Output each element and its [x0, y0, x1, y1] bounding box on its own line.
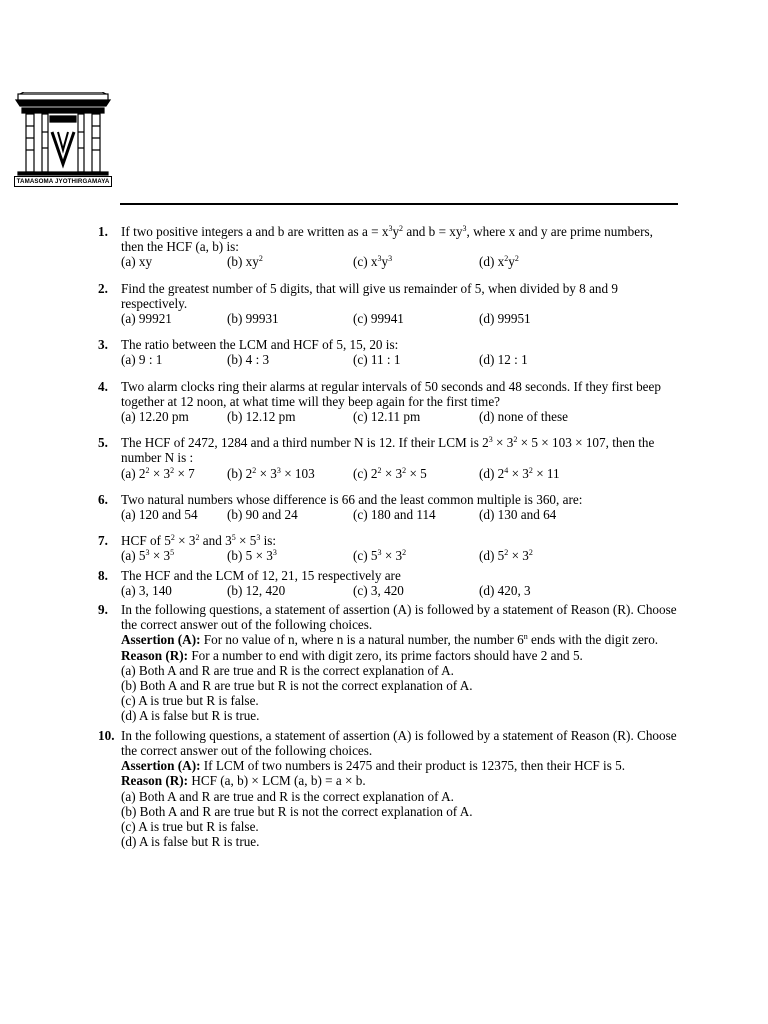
superscript: 2 — [402, 465, 407, 475]
option-b[interactable]: (b) $5 \times 3^3$ — [227, 548, 277, 564]
option-d[interactable]: (d) 12 : 1 — [479, 352, 528, 368]
question-body — [121, 568, 678, 598]
options-row — [121, 254, 678, 269]
superscript: 3 — [377, 254, 382, 264]
superscript: 2 — [513, 435, 518, 445]
question-body — [121, 602, 678, 724]
superscript: 3 — [377, 548, 382, 558]
options-row — [121, 583, 678, 598]
superscript: 2 — [170, 465, 175, 475]
question-spacer — [98, 270, 678, 281]
option-a[interactable]: (a) 12.20 pm — [121, 409, 189, 425]
option-a[interactable]: (a) 120 and 54 — [121, 507, 198, 523]
option-a[interactable]: (a) xy — [121, 254, 153, 270]
superscript: 2 — [399, 224, 404, 233]
choice-b[interactable]: (b) Both A and R are true but R is not the correct explanation of A. — [121, 678, 473, 694]
question-body — [121, 224, 678, 270]
question-number: 10. — [98, 727, 115, 743]
option-d[interactable]: (d) 420, 3 — [479, 582, 531, 598]
options-row — [121, 352, 678, 367]
option-b[interactable]: (b) 4 : 3 — [227, 352, 270, 368]
choice-a[interactable]: (a) Both A and R are true and R is the correct explanation of A. — [121, 662, 454, 678]
question-stem: If two positive integers a and b are written as $a = x^3y^2$ and $b = xy^3$, where x and y are prime numbers, then the HCF (a, b) is: — [121, 224, 653, 255]
option-a[interactable]: (a) 99921 — [121, 311, 172, 327]
question-stem: HCF of $5^2 \times 3^2$ and $3^5 \times 5^3$ is: — [121, 533, 277, 549]
question-body — [121, 533, 678, 563]
superscript: 3 — [462, 224, 467, 233]
question-spacer — [98, 481, 678, 492]
choice-a[interactable]: (a) Both A and R are true and R is the correct explanation of A. — [121, 788, 454, 804]
assertion-statement: Assertion (A): If LCM of two numbers is 2475 and their product is 12375, then their HCF is 5. — [121, 758, 626, 774]
choice-c[interactable]: (c) A is true but R is false. — [121, 693, 259, 709]
question-body — [121, 728, 678, 850]
header-divider — [120, 203, 678, 205]
question-number: 7. — [98, 533, 108, 549]
question-body — [121, 337, 678, 367]
question-number: 3. — [98, 337, 108, 353]
question-body — [121, 435, 678, 481]
option-b[interactable]: (b) 12, 420 — [227, 582, 286, 598]
temple-emblem-icon — [14, 92, 112, 176]
superscript: 3 — [388, 224, 393, 233]
question-number: 1. — [98, 224, 108, 239]
question-number: 5. — [98, 435, 108, 451]
option-b[interactable]: (b) $2^2 \times 3^3 \times 103$ — [227, 465, 315, 481]
option-d[interactable]: (d) $2^4 \times 3^2 \times 11$ — [479, 465, 560, 481]
option-d[interactable]: (d) none of these — [479, 409, 568, 425]
question-1 — [98, 224, 678, 270]
logo-caption: TAMASOMA JYOTHIRGAMAYA — [14, 176, 112, 187]
option-b[interactable]: (b) $xy^2$ — [227, 254, 263, 270]
question-body — [121, 492, 678, 522]
option-a[interactable]: (a) 9 : 1 — [121, 352, 163, 368]
superscript: 2 — [504, 254, 509, 264]
assertion-label: Assertion (A): — [121, 632, 201, 648]
option-c[interactable]: (c) 180 and 114 — [353, 507, 436, 523]
question-list — [98, 224, 678, 849]
question-5 — [98, 435, 678, 481]
superscript: 2 — [504, 548, 509, 558]
reason-label: Reason (R): — [121, 647, 189, 663]
option-b[interactable]: (b) 99931 — [227, 311, 279, 327]
assertion-statement: Assertion (A): For no value of n, where n is a natural number, the number 6$^n$ ends with the digit zero. — [121, 632, 659, 648]
option-a[interactable]: (a) $5^3 \times 3^5$ — [121, 548, 175, 564]
superscript: 5 — [231, 533, 236, 543]
question-spacer — [98, 424, 678, 435]
option-c[interactable]: (c) $x^3y^3$ — [353, 254, 393, 270]
question-stem: The ratio between the LCM and HCF of 5, 15, 20 is: — [121, 337, 399, 353]
option-d[interactable]: (d) $x^2y^2$ — [479, 254, 519, 270]
question-number: 4. — [98, 378, 108, 394]
options-row — [121, 311, 678, 326]
assertion-label: Assertion (A): — [121, 758, 201, 774]
superscript: 5 — [170, 548, 175, 558]
superscript: n — [523, 632, 528, 642]
choice-d[interactable]: (d) A is false but R is true. — [121, 834, 260, 850]
reason-statement: Reason (R): HCF (a, b) × LCM (a, b) = a × b. — [121, 773, 366, 789]
option-a[interactable]: (a) $2^2 \times 3^2 \times 7$ — [121, 465, 195, 481]
superscript: 3 — [388, 254, 393, 264]
assertion-question-9 — [98, 602, 678, 724]
option-c[interactable]: (c) 12.11 pm — [353, 409, 421, 425]
options-row — [121, 466, 678, 481]
superscript: 3 — [256, 533, 261, 543]
option-b[interactable]: (b) 12.12 pm — [227, 409, 296, 425]
question-stem: Two alarm clocks ring their alarms at regular intervals of 50 seconds and 48 seconds. If they first beep together at 12 noon, at what time will they beep again for the first time? — [121, 378, 661, 409]
question-7 — [98, 533, 678, 563]
question-8 — [98, 568, 678, 598]
question-intro: In the following questions, a statement of assertion (A) is followed by a statement of Reason (R). Choose the correct answer out of the following choices. — [121, 727, 677, 758]
question-number: 9. — [98, 602, 108, 618]
question-stem: The HCF and the LCM of 12, 21, 15 respectively are — [121, 567, 401, 583]
question-4 — [98, 379, 678, 425]
option-d[interactable]: (d) 130 and 64 — [479, 507, 557, 523]
superscript: 2 — [258, 254, 263, 264]
option-c[interactable]: (c) 3, 420 — [353, 582, 404, 598]
question-stem: Find the greatest number of 5 digits, that will give us remainder of 5, when divided by 8 and 9 respectively. — [121, 280, 618, 311]
question-2 — [98, 281, 678, 327]
superscript: 2 — [252, 465, 257, 475]
assertion-question-10 — [98, 728, 678, 850]
superscript: 2 — [170, 533, 175, 543]
question-spacer — [98, 522, 678, 533]
question-3 — [98, 337, 678, 367]
option-c[interactable]: (c) $2^2 \times 3^2 \times 5$ — [353, 465, 427, 481]
question-body — [121, 379, 678, 425]
question-intro: In the following questions, a statement of assertion (A) is followed by a statement of Reason (R). Choose the correct answer out of the following choices. — [121, 602, 677, 633]
superscript: 2 — [528, 548, 533, 558]
reason-label: Reason (R): — [121, 773, 189, 789]
choice-b[interactable]: (b) Both A and R are true but R is not the correct explanation of A. — [121, 803, 473, 819]
options-row — [121, 548, 678, 563]
option-d[interactable]: (d) $5^2 \times 3^2$ — [479, 548, 533, 564]
superscript: 3 — [145, 548, 150, 558]
question-body — [121, 281, 678, 327]
question-number: 2. — [98, 280, 108, 296]
reason-statement: Reason (R): For a number to end with digit zero, its prime factors should have 2 and 5. — [121, 647, 583, 663]
options-row — [121, 507, 678, 522]
superscript: 3 — [276, 465, 281, 475]
superscript: 4 — [504, 465, 509, 475]
choice-c[interactable]: (c) A is true but R is false. — [121, 818, 259, 834]
question-spacer — [98, 326, 678, 337]
question-6 — [98, 492, 678, 522]
superscript: 2 — [402, 548, 407, 558]
question-number: 8. — [98, 567, 108, 583]
superscript: 3 — [272, 548, 277, 558]
options-row — [121, 409, 678, 424]
option-a[interactable]: (a) 3, 140 — [121, 582, 172, 598]
superscript: 2 — [145, 465, 150, 475]
option-c[interactable]: (c) 99941 — [353, 311, 404, 327]
superscript: 2 — [377, 465, 382, 475]
question-stem: Two natural numbers whose difference is 66 and the least common multiple is 360, are: — [121, 491, 583, 507]
superscript: 2 — [514, 254, 519, 264]
question-spacer — [98, 368, 678, 379]
question-number: 6. — [98, 491, 108, 507]
option-c[interactable]: (c) $5^3 \times 3^2$ — [353, 548, 407, 564]
superscript: 3 — [488, 435, 493, 445]
option-d[interactable]: (d) 99951 — [479, 311, 531, 327]
superscript: 2 — [195, 533, 200, 543]
choice-d[interactable]: (d) A is false but R is true. — [121, 708, 260, 724]
question-stem: The HCF of 2472, 1284 and a third number N is 12. If their LCM is $2^3 \times 3^2 \times 5 \times 103 \times 107$, then the number N is : — [121, 435, 655, 466]
superscript: 2 — [528, 465, 533, 475]
option-c[interactable]: (c) 11 : 1 — [353, 352, 401, 368]
option-b[interactable]: (b) 90 and 24 — [227, 507, 298, 523]
